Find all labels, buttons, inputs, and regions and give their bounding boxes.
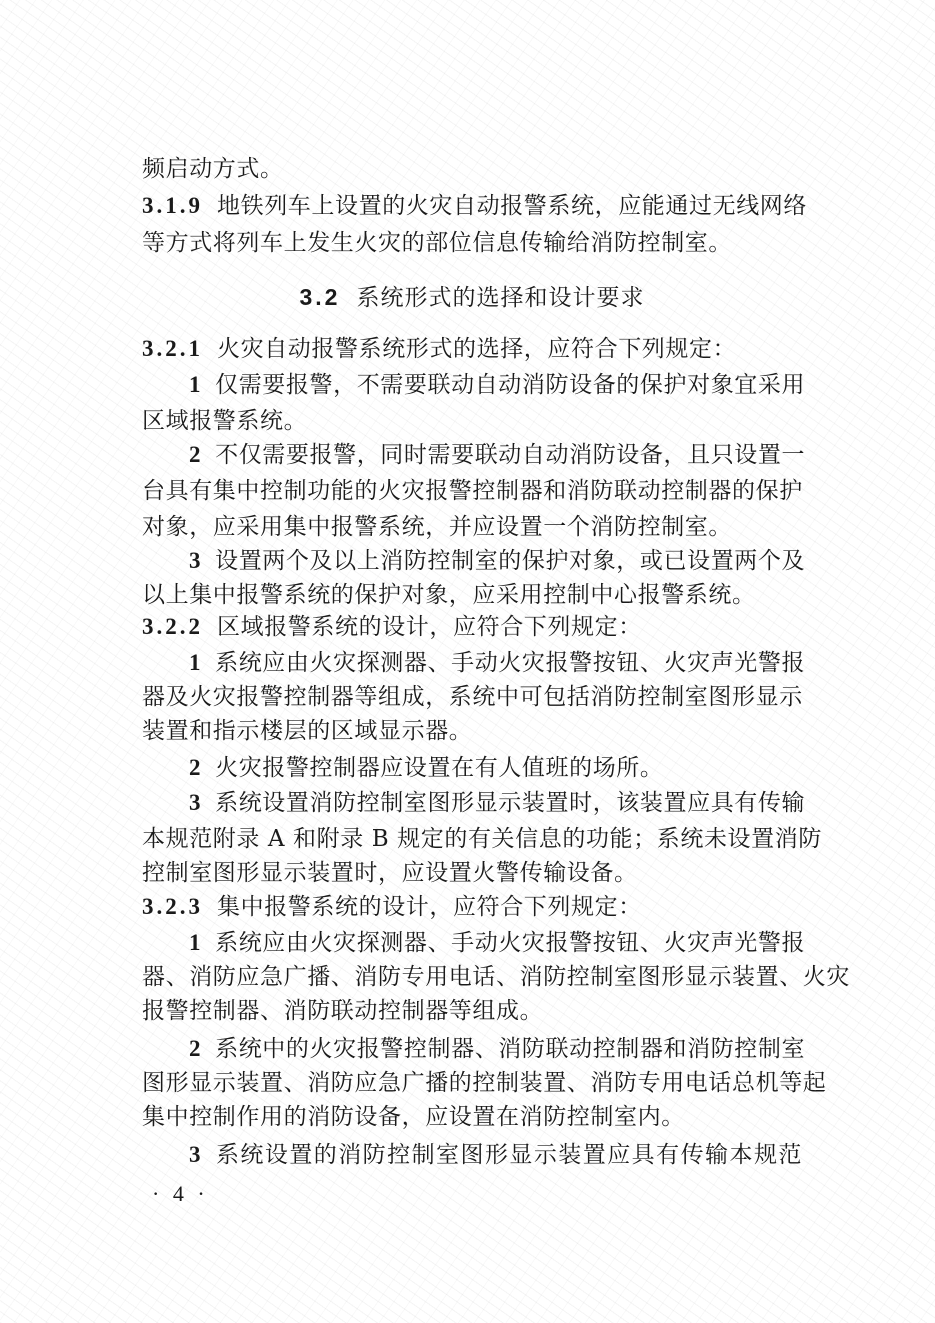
clause-text: 集中报警系统的设计，应符合下列规定：	[217, 894, 642, 920]
clause-number: 3.2.3	[142, 894, 203, 919]
paragraph-line	[142, 1068, 827, 1098]
text-line: 以上集中报警系统的保护对象，应采用控制中心报警系统。	[142, 582, 756, 608]
list-item	[189, 753, 802, 783]
text-line: 集中控制作用的消防设备，应设置在消防控制室内。	[142, 1104, 685, 1130]
clause-3-2-1	[142, 334, 802, 364]
clause-3-1-9	[142, 191, 807, 221]
item-text: 系统设置的消防控制室图形显示装置应具有传输本规范	[215, 1142, 802, 1168]
text-line: 图形显示装置、消防应急广播的控制装置、消防专用电话总机等起	[142, 1070, 827, 1096]
clause-3-2-2	[142, 612, 802, 642]
text-line: 装置和指示楼层的区域显示器。	[142, 718, 473, 744]
paragraph-line	[142, 406, 802, 436]
item-text: 仅需要报警，不需要联动自动消防设备的保护对象宜采用	[215, 372, 806, 398]
text-line: 等方式将列车上发生火灾的部位信息传输给消防控制室。	[142, 230, 732, 256]
clause-number: 3.2.1	[142, 336, 203, 361]
text-line: 台具有集中控制功能的火灾报警控制器和消防联动控制器的保护	[142, 478, 803, 504]
paragraph-line	[142, 996, 802, 1026]
item-text: 不仅需要报警，同时需要联动自动消防设备，且只设置一	[215, 442, 806, 468]
item-number: 3	[189, 1142, 202, 1167]
paragraph-line	[142, 858, 802, 888]
paragraph-line	[142, 824, 822, 854]
item-number: 1	[189, 930, 202, 955]
clause-text: 火灾自动报警系统形式的选择，应符合下列规定：	[217, 336, 737, 362]
text-line: 器、消防应急广播、消防专用电话、消防控制室图形显示装置、火灾	[142, 964, 850, 990]
item-number: 1	[189, 650, 202, 675]
paragraph-line	[142, 716, 802, 746]
item-number: 3	[189, 790, 202, 815]
paragraph-line	[142, 1102, 802, 1132]
paragraph-line	[142, 580, 802, 610]
clause-text: 区域报警系统的设计，应符合下列规定：	[217, 614, 642, 640]
text-line: 报警控制器、消防联动控制器等组成。	[142, 998, 544, 1024]
text-line: 对象，应采用集中报警系统，并应设置一个消防控制室。	[142, 514, 732, 540]
list-item	[189, 928, 806, 958]
section-heading	[142, 282, 802, 313]
item-number: 2	[189, 755, 202, 780]
text-line: 器及火灾报警控制器等组成，系统中可包括消防控制室图形显示	[142, 684, 803, 710]
paragraph-line	[142, 476, 802, 506]
item-text: 系统应由火灾探测器、手动火灾报警按钮、火灾声光警报	[215, 650, 806, 676]
paragraph-line	[142, 682, 802, 712]
clause-number: 3.2.2	[142, 614, 203, 639]
clause-text: 地铁列车上设置的火灾自动报警系统，应能通过无线网络	[217, 193, 807, 219]
list-item	[189, 788, 806, 818]
clause-number: 3.1.9	[142, 193, 203, 218]
list-item	[189, 370, 806, 400]
item-text: 系统中的火灾报警控制器、消防联动控制器和消防控制室	[215, 1036, 806, 1062]
clause-3-2-3	[142, 892, 802, 922]
text-line: 本规范附录 A 和附录 B 规定的有关信息的功能；系统未设置消防	[142, 826, 822, 852]
section-number: 3.2	[299, 284, 341, 310]
item-text: 火灾报警控制器应设置在有人值班的场所。	[215, 755, 664, 781]
item-text: 系统设置消防控制室图形显示装置时，该装置应具有传输	[215, 790, 806, 816]
paragraph-line	[142, 228, 802, 258]
item-text: 设置两个及以上消防控制室的保护对象，或已设置两个及	[215, 548, 806, 574]
list-item	[189, 440, 806, 470]
item-text: 系统应由火灾探测器、手动火灾报警按钮、火灾声光警报	[215, 930, 806, 956]
item-number: 2	[189, 1036, 202, 1061]
list-item	[189, 1034, 806, 1064]
text-line: 频启动方式。	[142, 156, 284, 182]
item-number: 3	[189, 548, 202, 573]
item-number: 2	[189, 442, 202, 467]
text-line: 区域报警系统。	[142, 408, 308, 434]
list-item	[189, 648, 806, 678]
paragraph-line	[142, 512, 802, 542]
page-number: · 4 ·	[152, 1181, 209, 1206]
list-item	[189, 1140, 802, 1170]
list-item	[189, 546, 806, 576]
item-number: 1	[189, 372, 202, 397]
text-line: 控制室图形显示装置时，应设置火警传输设备。	[142, 860, 638, 886]
paragraph-line	[142, 962, 850, 992]
section-title-text: 系统形式的选择和设计要求	[356, 285, 645, 311]
paragraph-line	[142, 154, 802, 184]
